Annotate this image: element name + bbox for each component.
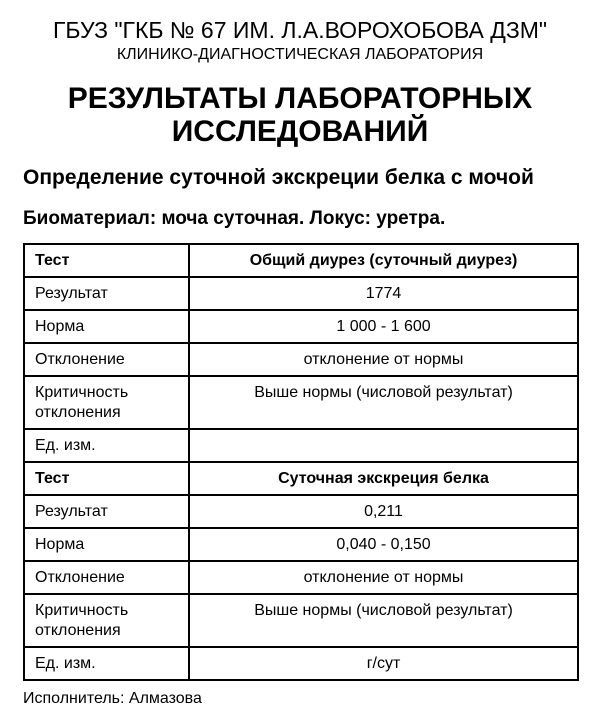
- criticality-value: Выше нормы (числовой результат): [189, 594, 578, 647]
- row-label-deviation: Отклонение: [24, 561, 189, 594]
- deviation-value: отклонение от нормы: [189, 343, 578, 376]
- row-label-units: Ед. изм.: [24, 429, 189, 462]
- result-value: 0,211: [189, 495, 578, 528]
- deviation-value: отклонение от нормы: [189, 561, 578, 594]
- table-row: [24, 594, 578, 647]
- row-label-units: Ед. изм.: [24, 647, 189, 680]
- department-name: КЛИНИКО-ДИАГНОСТИЧЕСКАЯ ЛАБОРАТОРИЯ: [116, 46, 484, 64]
- result-value: 1774: [189, 277, 578, 310]
- results-table: [23, 243, 579, 681]
- row-label-norm: Норма: [24, 310, 189, 343]
- test-name-value: Общий диурез (суточный диурез): [189, 244, 578, 277]
- test-header-row: [24, 244, 578, 277]
- row-label-result: Результат: [24, 277, 189, 310]
- biomaterial-line: Биоматериал: моча суточная. Локус: уретра.: [23, 207, 446, 229]
- row-label-test: Тест: [24, 462, 189, 495]
- row-label-norm: Норма: [24, 528, 189, 561]
- table-row: [24, 343, 578, 376]
- test-name-value: Суточная экскреция белка: [189, 462, 578, 495]
- units-value: г/сут: [189, 647, 578, 680]
- study-name: Определение суточной экскреции белка с мочой: [23, 165, 534, 189]
- row-label-result: Результат: [24, 495, 189, 528]
- report-title: РЕЗУЛЬТАТЫ ЛАБОРАТОРНЫХ ИССЛЕДОВАНИЙ: [67, 81, 533, 149]
- table-row: [24, 429, 578, 462]
- table-row: [24, 528, 578, 561]
- norm-value: 0,040 - 0,150: [189, 528, 578, 561]
- row-label-criticality: Критичность отклонения: [24, 594, 189, 647]
- row-label-test: Тест: [24, 244, 189, 277]
- table-row: [24, 495, 578, 528]
- table-row: [24, 277, 578, 310]
- organization-name: ГБУЗ "ГКБ № 67 ИМ. Л.А.ВОРОХОБОВА ДЗМ": [52, 17, 548, 43]
- criticality-value: Выше нормы (числовой результат): [189, 376, 578, 429]
- test-header-row: [24, 462, 578, 495]
- units-value: [189, 429, 578, 462]
- row-label-deviation: Отклонение: [24, 343, 189, 376]
- row-label-criticality: Критичность отклонения: [24, 376, 189, 429]
- table-row: [24, 647, 578, 680]
- norm-value: 1 000 - 1 600: [189, 310, 578, 343]
- table-row: [24, 310, 578, 343]
- executor-line: Исполнитель: Алмазова: [23, 689, 202, 707]
- table-row: [24, 561, 578, 594]
- table-row: [24, 376, 578, 429]
